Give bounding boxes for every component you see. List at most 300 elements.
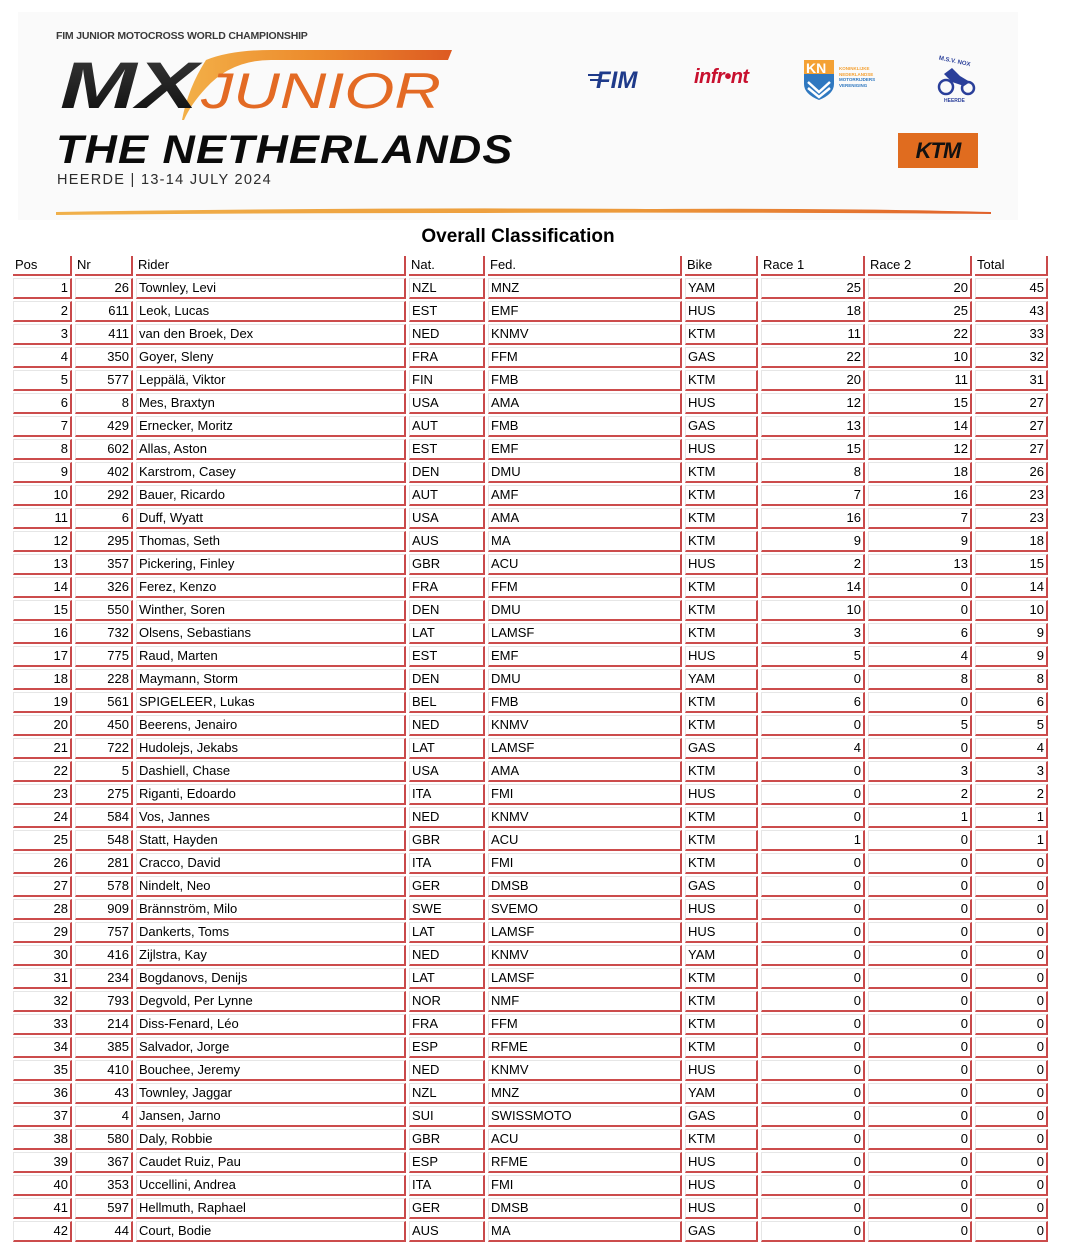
total-cell: 23 (975, 508, 1048, 529)
race2-cell: 0 (868, 1129, 972, 1150)
race2-cell: 0 (868, 600, 972, 621)
fed-cell: FFM (488, 1014, 682, 1035)
nat-cell: AUS (409, 1221, 485, 1242)
race2-cell: 9 (868, 531, 972, 552)
pos-cell: 27 (13, 876, 72, 897)
nat-cell: SUI (409, 1106, 485, 1127)
nr-cell: 350 (75, 347, 133, 368)
nox-bottom-text: HEERDE (944, 98, 965, 104)
race1-cell: 2 (761, 554, 865, 575)
total-cell: 8 (975, 669, 1048, 690)
rider-cell: Karstrom, Casey (136, 462, 406, 483)
bike-cell: HUS (685, 899, 758, 920)
table-row (13, 738, 1048, 759)
table-row (13, 646, 1048, 667)
nat-cell: DEN (409, 462, 485, 483)
race1-cell: 20 (761, 370, 865, 391)
nr-cell: 757 (75, 922, 133, 943)
nr-cell: 548 (75, 830, 133, 851)
column-header-rider: Rider (136, 256, 406, 276)
nat-cell: EST (409, 646, 485, 667)
nat-cell: EST (409, 439, 485, 460)
pos-cell: 2 (13, 301, 72, 322)
nr-cell: 416 (75, 945, 133, 966)
bike-cell: GAS (685, 347, 758, 368)
knmv-line: VERENIGING (839, 82, 868, 88)
table-row (13, 393, 1048, 414)
table-row (13, 623, 1048, 644)
race1-cell: 0 (761, 1106, 865, 1127)
race1-cell: 10 (761, 600, 865, 621)
total-cell: 0 (975, 1152, 1048, 1173)
nat-cell: NED (409, 1060, 485, 1081)
nr-cell: 353 (75, 1175, 133, 1196)
nat-cell: FRA (409, 347, 485, 368)
nr-cell: 295 (75, 531, 133, 552)
race2-cell: 14 (868, 416, 972, 437)
bike-cell: KTM (685, 324, 758, 345)
nox-top-text: M.S.V. NOX (938, 55, 971, 69)
rider-cell: Daly, Robbie (136, 1129, 406, 1150)
fed-cell: EMF (488, 439, 682, 460)
bike-cell: KTM (685, 508, 758, 529)
table-row (13, 945, 1048, 966)
fed-cell: FFM (488, 577, 682, 598)
nr-cell: 450 (75, 715, 133, 736)
race2-cell: 0 (868, 1037, 972, 1058)
race1-cell: 0 (761, 1014, 865, 1035)
table-row (13, 761, 1048, 782)
bike-cell: KTM (685, 692, 758, 713)
race1-cell: 0 (761, 1221, 865, 1242)
rider-icon (944, 68, 970, 86)
nr-cell: 550 (75, 600, 133, 621)
table-row (13, 347, 1048, 368)
race2-cell: 8 (868, 669, 972, 690)
fed-cell: FMB (488, 370, 682, 391)
total-cell: 0 (975, 1037, 1048, 1058)
table-row (13, 784, 1048, 805)
race1-cell: 0 (761, 784, 865, 805)
fed-cell: DMSB (488, 876, 682, 897)
nat-cell: DEN (409, 669, 485, 690)
table-row (13, 324, 1048, 345)
bike-cell: KTM (685, 830, 758, 851)
pos-cell: 17 (13, 646, 72, 667)
pos-cell: 35 (13, 1060, 72, 1081)
total-cell: 0 (975, 899, 1048, 920)
nat-cell: BEL (409, 692, 485, 713)
logo-junior-text: JUNIOR (199, 63, 441, 119)
nr-cell: 44 (75, 1221, 133, 1242)
bike-cell: KTM (685, 853, 758, 874)
rider-cell: Dashiell, Chase (136, 761, 406, 782)
fed-cell: LAMSF (488, 968, 682, 989)
logo-mx-text: MX (60, 48, 204, 120)
pos-cell: 36 (13, 1083, 72, 1104)
race2-cell: 0 (868, 1083, 972, 1104)
rider-cell: Winther, Soren (136, 600, 406, 621)
pos-cell: 3 (13, 324, 72, 345)
rider-cell: Olsens, Sebastians (136, 623, 406, 644)
nr-cell: 722 (75, 738, 133, 759)
race1-cell: 12 (761, 393, 865, 414)
nat-cell: GER (409, 1198, 485, 1219)
pos-cell: 33 (13, 1014, 72, 1035)
fed-cell: FMB (488, 416, 682, 437)
fed-cell: AMA (488, 761, 682, 782)
total-cell: 33 (975, 324, 1048, 345)
nr-cell: 292 (75, 485, 133, 506)
pos-cell: 34 (13, 1037, 72, 1058)
fed-cell: AMF (488, 485, 682, 506)
bike-cell: HUS (685, 554, 758, 575)
banner-underline (56, 206, 996, 220)
fed-cell: RFME (488, 1037, 682, 1058)
race2-cell: 0 (868, 968, 972, 989)
race2-cell: 15 (868, 393, 972, 414)
fed-cell: AMA (488, 508, 682, 529)
nat-cell: DEN (409, 600, 485, 621)
race1-cell: 8 (761, 462, 865, 483)
race2-cell: 0 (868, 853, 972, 874)
rider-cell: Thomas, Seth (136, 531, 406, 552)
fed-cell: FMB (488, 692, 682, 713)
bike-cell: YAM (685, 1083, 758, 1104)
table-row (13, 1060, 1048, 1081)
nr-cell: 402 (75, 462, 133, 483)
pos-cell: 18 (13, 669, 72, 690)
rider-cell: Riganti, Edoardo (136, 784, 406, 805)
race1-cell: 0 (761, 853, 865, 874)
table-row (13, 669, 1048, 690)
fed-cell: ACU (488, 1129, 682, 1150)
column-header-nr: Nr (75, 256, 133, 276)
bike-cell: HUS (685, 439, 758, 460)
rider-cell: Raud, Marten (136, 646, 406, 667)
total-cell: 0 (975, 991, 1048, 1012)
pos-cell: 38 (13, 1129, 72, 1150)
nat-cell: NZL (409, 278, 485, 299)
total-cell: 31 (975, 370, 1048, 391)
rider-cell: Leppälä, Viktor (136, 370, 406, 391)
pos-cell: 42 (13, 1221, 72, 1242)
race2-cell: 0 (868, 1221, 972, 1242)
knmv-line: NEDERLANDSE (839, 71, 874, 77)
fed-cell: FMI (488, 1175, 682, 1196)
total-cell: 0 (975, 1106, 1048, 1127)
rider-cell: Townley, Jaggar (136, 1083, 406, 1104)
table-row (13, 554, 1048, 575)
nat-cell: LAT (409, 922, 485, 943)
nr-cell: 26 (75, 278, 133, 299)
bike-cell: YAM (685, 278, 758, 299)
total-cell: 32 (975, 347, 1048, 368)
race1-cell: 0 (761, 807, 865, 828)
classification-table (10, 254, 1051, 1244)
rider-cell: Beerens, Jenairo (136, 715, 406, 736)
column-header-fed: Fed. (488, 256, 682, 276)
table-row (13, 1198, 1048, 1219)
race2-cell: 0 (868, 991, 972, 1012)
rider-cell: Maymann, Storm (136, 669, 406, 690)
pos-cell: 10 (13, 485, 72, 506)
pos-cell: 9 (13, 462, 72, 483)
table-row (13, 876, 1048, 897)
total-cell: 9 (975, 646, 1048, 667)
fed-cell: LAMSF (488, 623, 682, 644)
race2-cell: 0 (868, 692, 972, 713)
nat-cell: ITA (409, 853, 485, 874)
rider-cell: Dankerts, Toms (136, 922, 406, 943)
bike-cell: KTM (685, 577, 758, 598)
rider-cell: Ernecker, Moritz (136, 416, 406, 437)
total-cell: 1 (975, 807, 1048, 828)
nat-cell: ITA (409, 784, 485, 805)
fed-cell: KNMV (488, 807, 682, 828)
rider-cell: Salvador, Jorge (136, 1037, 406, 1058)
pos-cell: 7 (13, 416, 72, 437)
bike-cell: KTM (685, 968, 758, 989)
bike-cell: KTM (685, 600, 758, 621)
race1-cell: 11 (761, 324, 865, 345)
fed-cell: DMU (488, 600, 682, 621)
fed-cell: SWISSMOTO (488, 1106, 682, 1127)
rider-cell: Pickering, Finley (136, 554, 406, 575)
race1-cell: 3 (761, 623, 865, 644)
nr-cell: 775 (75, 646, 133, 667)
rider-cell: van den Broek, Dex (136, 324, 406, 345)
nr-cell: 357 (75, 554, 133, 575)
fed-cell: MA (488, 1221, 682, 1242)
bike-cell: HUS (685, 1060, 758, 1081)
nat-cell: LAT (409, 623, 485, 644)
fed-cell: RFME (488, 1152, 682, 1173)
bike-cell: KTM (685, 485, 758, 506)
rider-cell: Diss-Fenard, Léo (136, 1014, 406, 1035)
table-row (13, 1152, 1048, 1173)
nr-cell: 602 (75, 439, 133, 460)
race2-cell: 2 (868, 784, 972, 805)
bike-cell: KTM (685, 1129, 758, 1150)
table-row (13, 692, 1048, 713)
mxjunior-logo (56, 48, 456, 120)
nat-cell: NOR (409, 991, 485, 1012)
pos-cell: 39 (13, 1152, 72, 1173)
bike-cell: KTM (685, 715, 758, 736)
total-cell: 27 (975, 393, 1048, 414)
pos-cell: 13 (13, 554, 72, 575)
fed-cell: EMF (488, 301, 682, 322)
pos-cell: 5 (13, 370, 72, 391)
total-cell: 14 (975, 577, 1048, 598)
pos-cell: 16 (13, 623, 72, 644)
bike-cell: HUS (685, 646, 758, 667)
race2-cell: 0 (868, 577, 972, 598)
nat-cell: NED (409, 945, 485, 966)
race2-cell: 3 (868, 761, 972, 782)
nr-cell: 580 (75, 1129, 133, 1150)
total-cell: 18 (975, 531, 1048, 552)
race2-cell: 0 (868, 1152, 972, 1173)
championship-name: FIM JUNIOR MOTOCROSS WORLD CHAMPIONSHIP (56, 30, 308, 42)
table-row (13, 853, 1048, 874)
rider-cell: Goyer, Sleny (136, 347, 406, 368)
table-row (13, 301, 1048, 322)
total-cell: 0 (975, 1014, 1048, 1035)
total-cell: 0 (975, 1175, 1048, 1196)
nat-cell: GBR (409, 1129, 485, 1150)
fed-cell: DMSB (488, 1198, 682, 1219)
table-row (13, 416, 1048, 437)
fed-cell: NMF (488, 991, 682, 1012)
total-cell: 2 (975, 784, 1048, 805)
pos-cell: 23 (13, 784, 72, 805)
fed-cell: LAMSF (488, 922, 682, 943)
fed-cell: FMI (488, 853, 682, 874)
fed-cell: EMF (488, 646, 682, 667)
table-row (13, 1175, 1048, 1196)
total-cell: 0 (975, 922, 1048, 943)
pos-cell: 26 (13, 853, 72, 874)
race2-cell: 18 (868, 462, 972, 483)
nat-cell: USA (409, 393, 485, 414)
pos-cell: 15 (13, 600, 72, 621)
rider-cell: Bouchee, Jeremy (136, 1060, 406, 1081)
total-cell: 27 (975, 439, 1048, 460)
table-row (13, 278, 1048, 299)
race1-cell: 18 (761, 301, 865, 322)
table-row (13, 1037, 1048, 1058)
bike-cell: KTM (685, 462, 758, 483)
nr-cell: 410 (75, 1060, 133, 1081)
nat-cell: NED (409, 324, 485, 345)
pos-cell: 6 (13, 393, 72, 414)
fed-cell: KNMV (488, 715, 682, 736)
nat-cell: ESP (409, 1152, 485, 1173)
table-row (13, 807, 1048, 828)
column-header-nat: Nat. (409, 256, 485, 276)
bike-cell: HUS (685, 1198, 758, 1219)
rider-cell: Cracco, David (136, 853, 406, 874)
race2-cell: 0 (868, 830, 972, 851)
fim-logo (588, 64, 650, 92)
fed-cell: ACU (488, 830, 682, 851)
nr-cell: 6 (75, 508, 133, 529)
nr-cell: 43 (75, 1083, 133, 1104)
nat-cell: GBR (409, 554, 485, 575)
fed-cell: MA (488, 531, 682, 552)
rider-cell: Hellmuth, Raphael (136, 1198, 406, 1219)
pos-cell: 11 (13, 508, 72, 529)
bike-cell: HUS (685, 393, 758, 414)
race1-cell: 0 (761, 1060, 865, 1081)
rider-cell: Degvold, Per Lynne (136, 991, 406, 1012)
nat-cell: AUT (409, 416, 485, 437)
fed-cell: KNMV (488, 945, 682, 966)
table-row (13, 922, 1048, 943)
total-cell: 15 (975, 554, 1048, 575)
table-header-row (13, 256, 1048, 276)
total-cell: 43 (975, 301, 1048, 322)
nr-cell: 8 (75, 393, 133, 414)
table-row (13, 1129, 1048, 1150)
race2-cell: 0 (868, 1014, 972, 1035)
fed-cell: AMA (488, 393, 682, 414)
bike-cell: YAM (685, 669, 758, 690)
race1-cell: 0 (761, 1129, 865, 1150)
nat-cell: GER (409, 876, 485, 897)
nat-cell: FRA (409, 1014, 485, 1035)
table-row (13, 1221, 1048, 1242)
race1-cell: 0 (761, 876, 865, 897)
pos-cell: 12 (13, 531, 72, 552)
race2-cell: 13 (868, 554, 972, 575)
bike-cell: KTM (685, 1014, 758, 1035)
race1-cell: 0 (761, 761, 865, 782)
nr-cell: 4 (75, 1106, 133, 1127)
race2-cell: 5 (868, 715, 972, 736)
race1-cell: 0 (761, 1037, 865, 1058)
table-row (13, 968, 1048, 989)
total-cell: 4 (975, 738, 1048, 759)
column-header-race1: Race 1 (761, 256, 865, 276)
race1-cell: 0 (761, 922, 865, 943)
nat-cell: FRA (409, 577, 485, 598)
race2-cell: 10 (868, 347, 972, 368)
fed-cell: LAMSF (488, 738, 682, 759)
total-cell: 0 (975, 1129, 1048, 1150)
fed-cell: MNZ (488, 1083, 682, 1104)
knmv-line: KONINKLIJKE (839, 66, 870, 71)
pos-cell: 8 (13, 439, 72, 460)
table-row (13, 600, 1048, 621)
table-row (13, 715, 1048, 736)
table-row (13, 1083, 1048, 1104)
event-venue-date: HEERDE | 13-14 JULY 2024 (57, 172, 272, 188)
race1-cell: 14 (761, 577, 865, 598)
nr-cell: 367 (75, 1152, 133, 1173)
fed-cell: DMU (488, 462, 682, 483)
column-header-pos: Pos (13, 256, 72, 276)
nat-cell: LAT (409, 738, 485, 759)
rider-cell: Jansen, Jarno (136, 1106, 406, 1127)
column-header-bike: Bike (685, 256, 758, 276)
bike-cell: KTM (685, 991, 758, 1012)
pos-cell: 19 (13, 692, 72, 713)
nr-cell: 597 (75, 1198, 133, 1219)
race2-cell: 7 (868, 508, 972, 529)
rider-cell: Bauer, Ricardo (136, 485, 406, 506)
total-cell: 26 (975, 462, 1048, 483)
nr-cell: 578 (75, 876, 133, 897)
total-cell: 9 (975, 623, 1048, 644)
rider-cell: Nindelt, Neo (136, 876, 406, 897)
fed-cell: DMU (488, 669, 682, 690)
nr-cell: 281 (75, 853, 133, 874)
bike-cell: KTM (685, 623, 758, 644)
race2-cell: 0 (868, 876, 972, 897)
bike-cell: GAS (685, 1221, 758, 1242)
total-cell: 0 (975, 1198, 1048, 1219)
bike-cell: GAS (685, 876, 758, 897)
nr-cell: 732 (75, 623, 133, 644)
table-row (13, 508, 1048, 529)
race1-cell: 6 (761, 692, 865, 713)
total-cell: 6 (975, 692, 1048, 713)
total-cell: 10 (975, 600, 1048, 621)
race2-cell: 20 (868, 278, 972, 299)
